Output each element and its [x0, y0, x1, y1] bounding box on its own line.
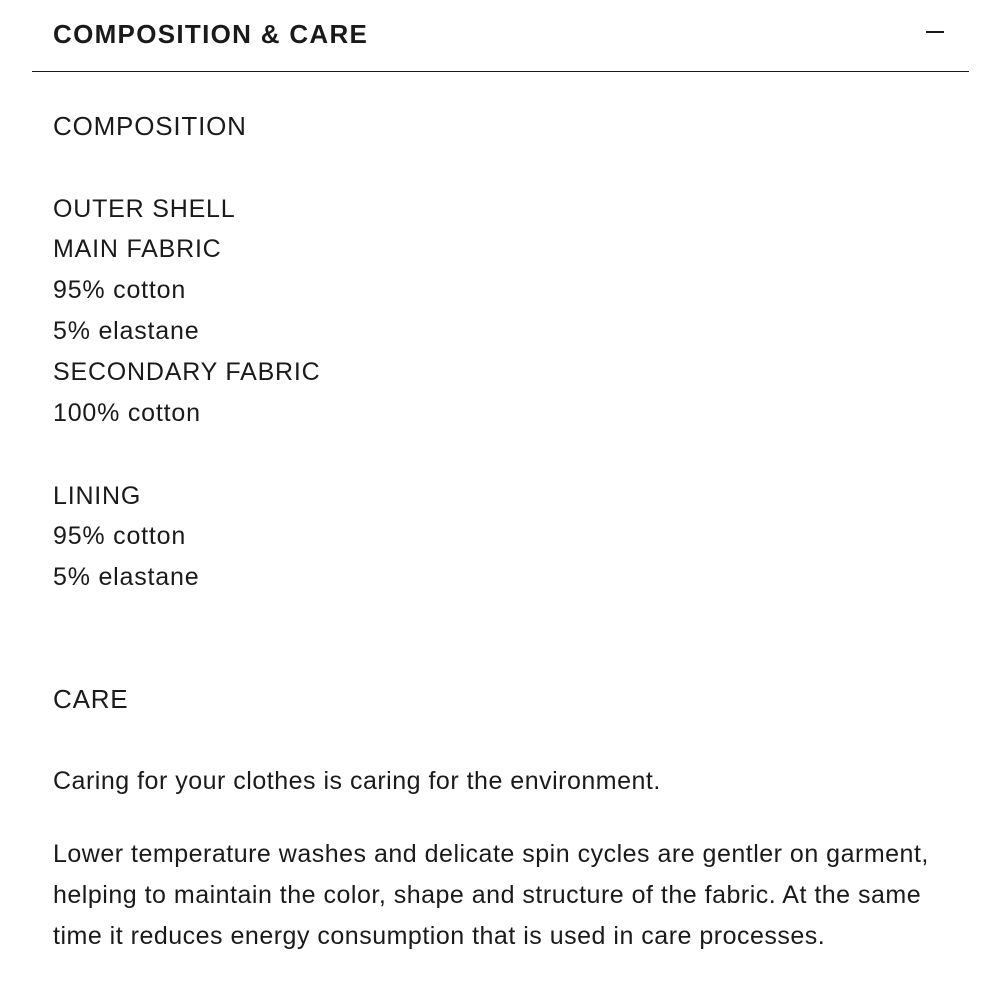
care-heading: CARE — [53, 684, 129, 714]
care-intro: Caring for your clothes is caring for the environment. — [53, 767, 661, 795]
lining-item: 95% cotton — [53, 522, 187, 550]
accordion-title: COMPOSITION & CARE — [53, 19, 369, 49]
main-fabric-label: MAIN FABRIC — [53, 235, 222, 263]
composition-heading: COMPOSITION — [53, 111, 247, 141]
main-fabric-item: 5% elastane — [53, 317, 200, 345]
lining-label: LINING — [53, 482, 142, 510]
minus-icon-bar — [926, 31, 944, 33]
minus-icon[interactable] — [923, 22, 949, 44]
secondary-fabric-item: 100% cotton — [53, 399, 201, 427]
accordion-header[interactable] — [32, 0, 969, 72]
outer-shell-label: OUTER SHELL — [53, 195, 236, 223]
lining-item: 5% elastane — [53, 563, 200, 591]
care-body: Lower temperature washes and delicate spin cycles are gentler on garment, helping to maintain the color, shape and structure of the fabric. At the same time it reduces energy consumption that is used in care processes. — [53, 840, 929, 950]
secondary-fabric-label: SECONDARY FABRIC — [53, 358, 321, 386]
main-fabric-item: 95% cotton — [53, 276, 187, 304]
